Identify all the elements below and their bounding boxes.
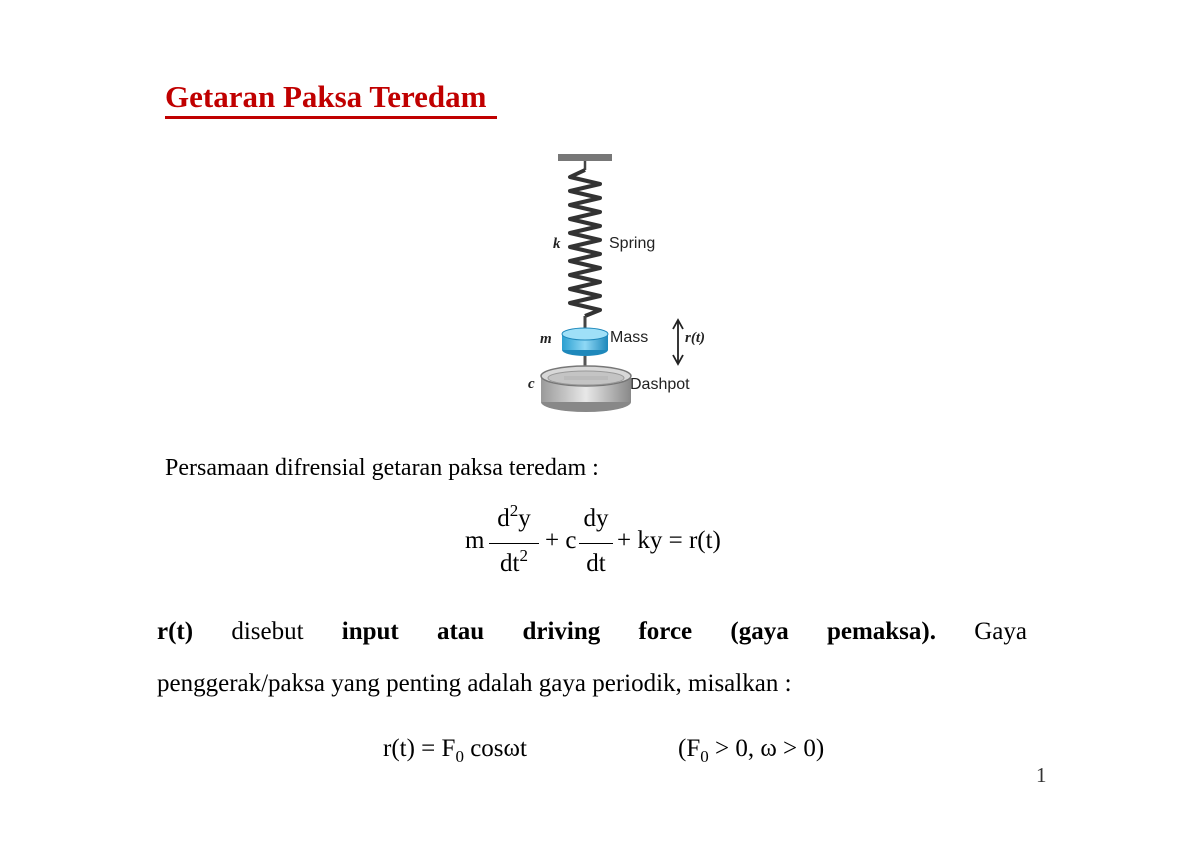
second-derivative-numerator: $d^2y$ [497, 501, 531, 532]
paragraph-word: input [341, 618, 399, 645]
force-label: r(t) [685, 330, 705, 346]
spring-mass-dashpot-diagram [520, 150, 720, 420]
first-derivative-numerator: dy [583, 505, 609, 532]
ceiling-plate [558, 154, 612, 161]
first-derivative-denominator: dt [586, 550, 606, 577]
spring-label: Spring [609, 235, 656, 252]
dashpot-label: Dashpot [630, 376, 690, 393]
paragraph-word: disebut [231, 618, 304, 645]
equation-intro: Persamaan difrensial getaran paksa teredam : [165, 455, 599, 481]
first-derivative-fraction [579, 505, 613, 587]
page-number: 1 [1036, 763, 1047, 787]
damping-constant-label: c [528, 376, 535, 392]
second-derivative-fraction [489, 501, 539, 587]
spring-constant-label: k [553, 236, 561, 252]
paragraph-word: r(t) [157, 618, 194, 645]
second-derivative-denominator: $dt^2$ [500, 546, 528, 577]
paragraph-word: driving [522, 618, 601, 645]
spring-coil [570, 170, 600, 316]
paragraph-word: pemaksa). [826, 618, 936, 645]
forcing-function-equation: $r(t) = F_0$ cosωt [383, 735, 527, 766]
paragraph-word: Gaya [974, 618, 1027, 645]
spring-mass-dashpot-figure [520, 150, 720, 420]
paragraph-word: force [638, 618, 693, 645]
eq-plus-c: + c [545, 527, 577, 554]
paragraph-line-1 [157, 618, 1027, 646]
paragraph-word: atau [436, 618, 485, 645]
eq-mass-symbol: m [465, 527, 485, 554]
mass-variable-label: m [540, 331, 552, 347]
mass-label: Mass [610, 329, 649, 346]
page-title: Getaran Paksa Teredam [165, 78, 497, 119]
paragraph-line-2: penggerak/paksa yang penting adalah gaya periodik, misalkan : [157, 670, 792, 697]
eq-rhs: + ky = r(t) [617, 527, 721, 554]
paragraph-word: (gaya [730, 618, 789, 645]
forcing-conditions: ($F_0 > 0$, ω > 0) [678, 735, 825, 766]
